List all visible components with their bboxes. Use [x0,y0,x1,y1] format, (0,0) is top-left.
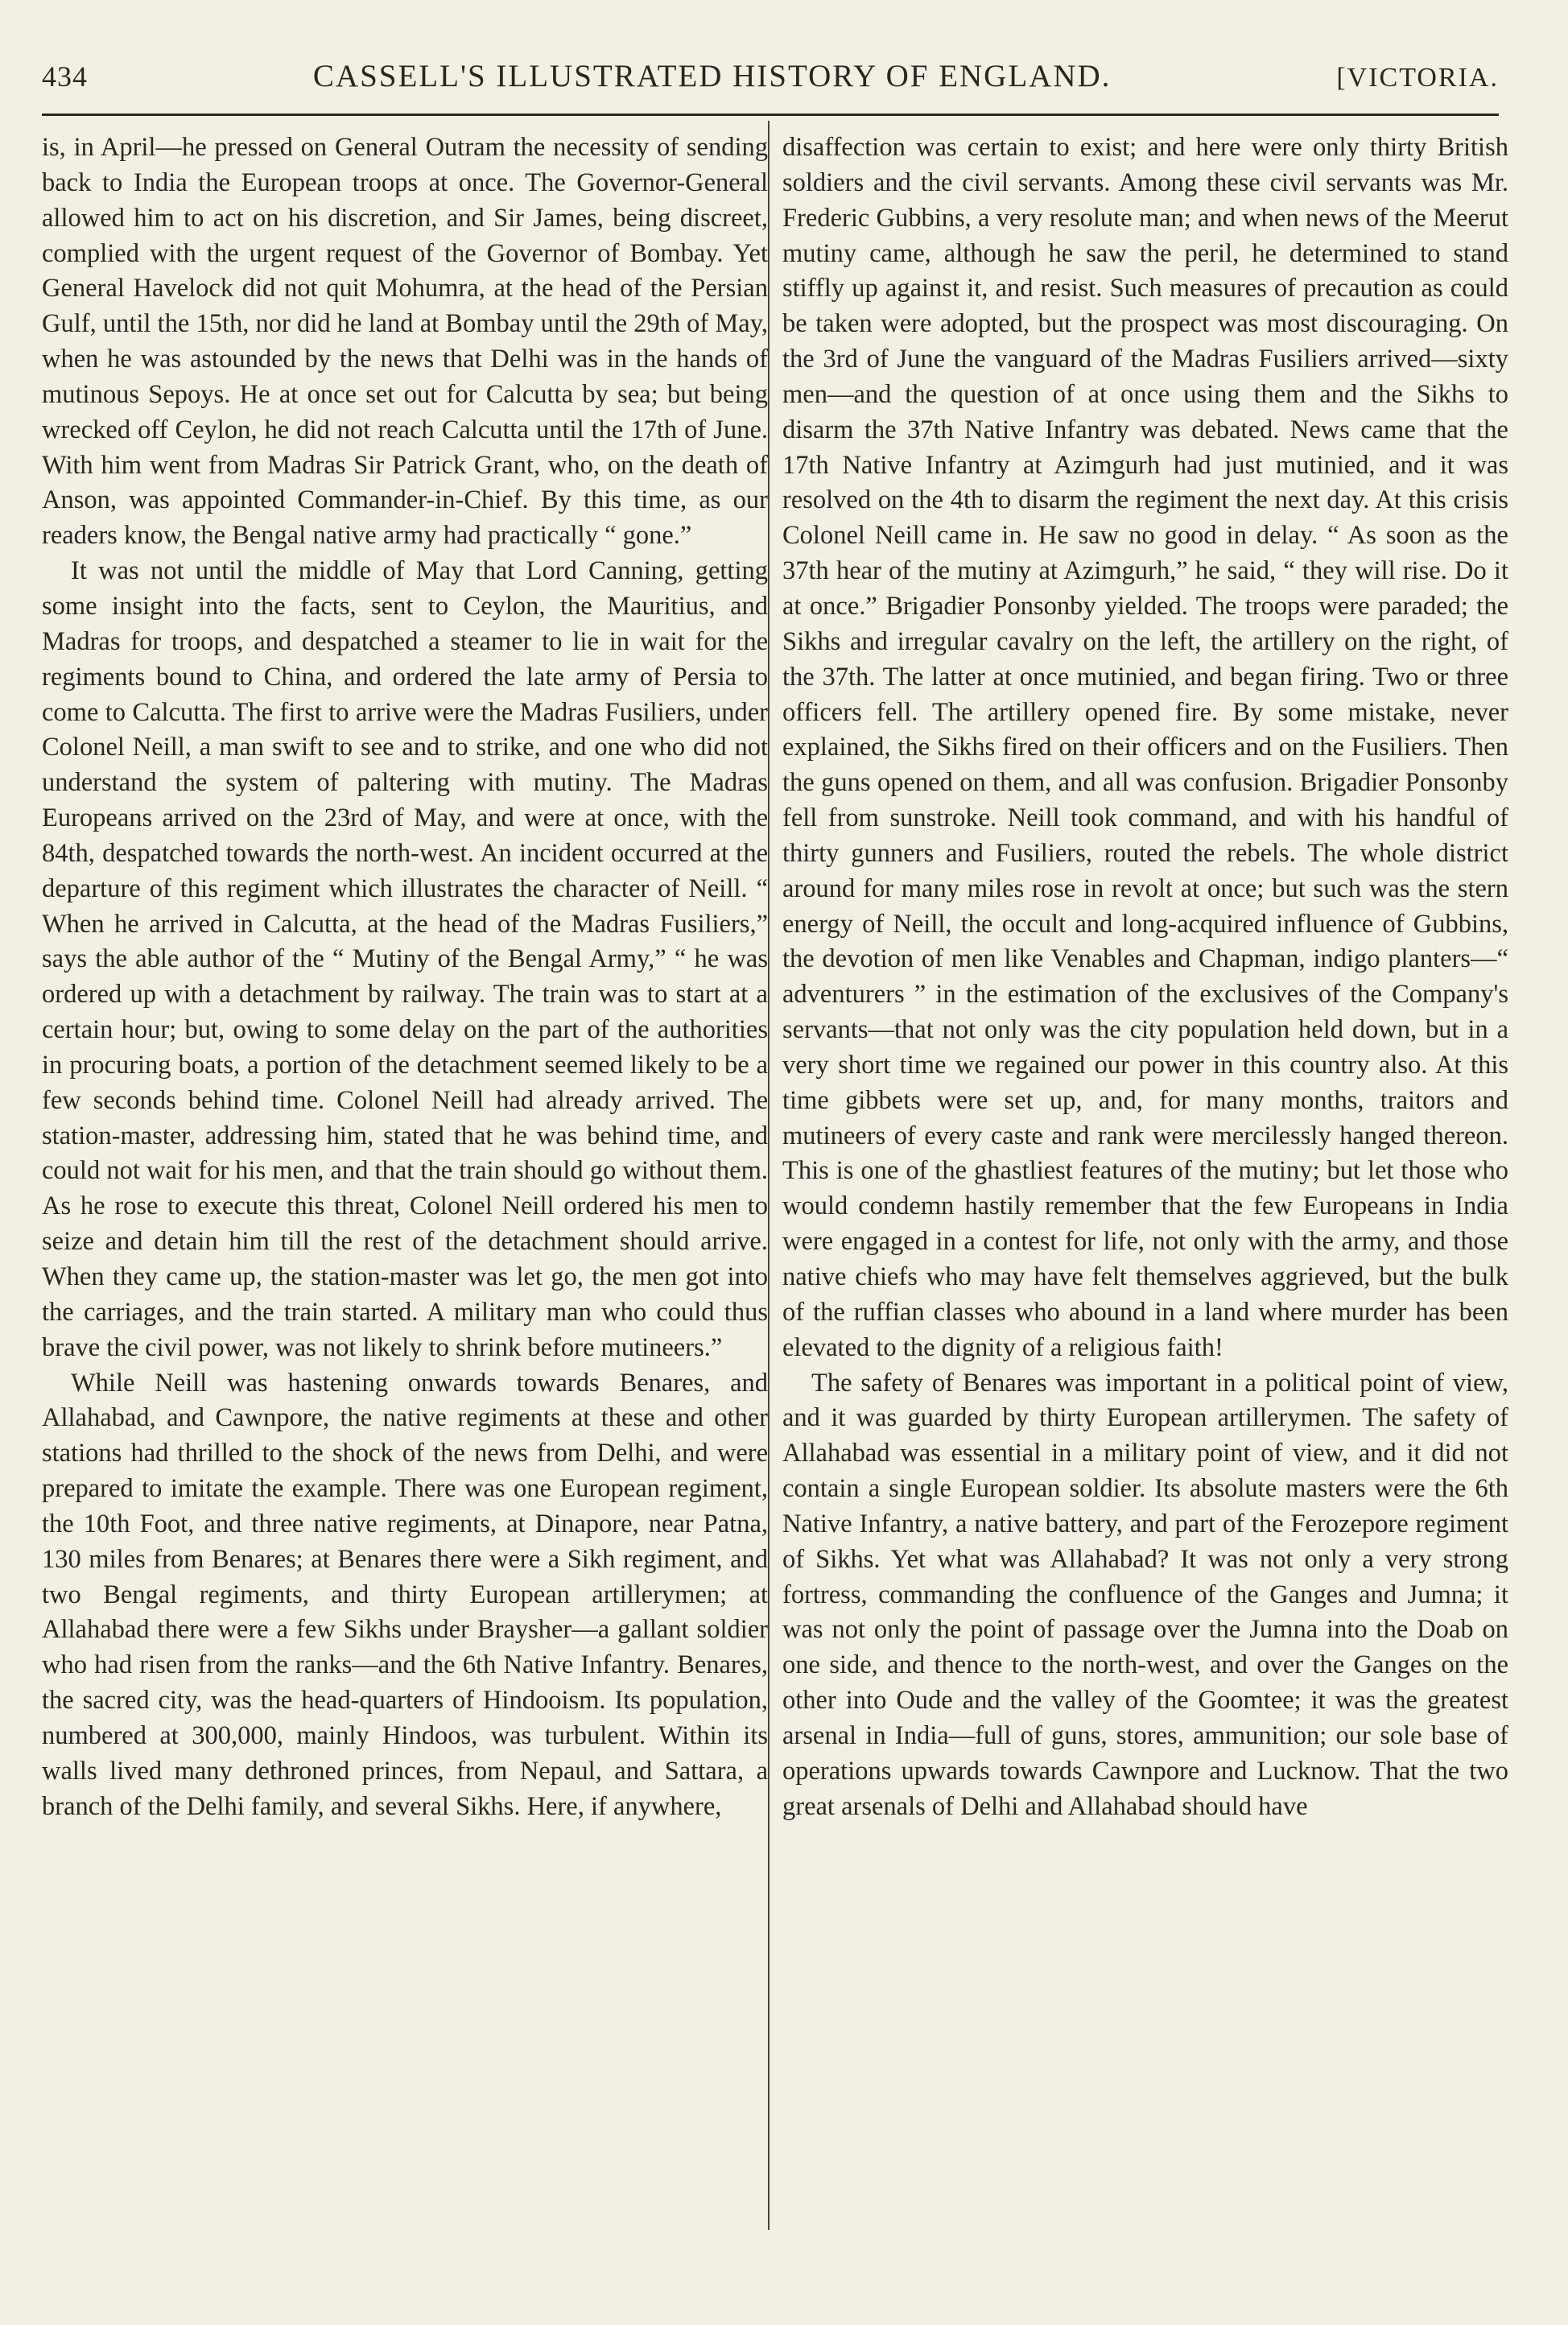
header-rule [42,114,1499,116]
paragraph: The safety of Benares was important in a political point of view, and it was guarded by thirty European artillerymen. The safety of Allahabad was essential in a military point of view, and it did not contain a single European soldier. Its absolute masters were the 6th Native Infantry, a native battery, and part of the Ferozepore regiment of Sikhs. Yet what was Allahabad? It was not only a very strong fortress, commanding the confluence of the Ganges and Jumna; it was not only the point of passage over the Jumna into the Doab on one side, and thence to the north-west, and over the Ganges on the other into Oude and the valley of the Goomtee; it was the greatest arsenal in India—full of guns, stores, ammunition; our sole base of operations upwards towards Cawnpore and Lucknow. That the two great arsenals of Delhi and Allahabad should have [782,1368,1508,1821]
right-column [782,130,1508,2256]
paragraph: disaffection was certain to exist; and here were only thirty British soldiers and the civil servants. Among these civil servants was Mr. Frederic Gubbins, a very resolute man; and when news of the Meerut mutiny came, although he saw the peril, he determined to stand stiffly up against it, and resist. Such measures of precaution as could be taken were adopted, but the prospect was most discouraging. On the 3rd of June the vanguard of the Madras Fusiliers arrived—sixty men—and the question of at once using them and the Sikhs to disarm the 37th Native Infantry was debated. News came that the 17th Native Infantry at Azimgurh had just mutinied, and it was resolved on the 4th to disarm the regiment the next day. At this crisis Colonel Neill came in. He saw no good in delay. “ As soon as the 37th hear of the mutiny at Azimgurh,” he said, “ they will rise. Do it at once.” Brigadier Ponsonby yielded. The troops were paraded; the Sikhs and irregular cavalry on the left, the artillery on the right, of the 37th. The latter at once mutinied, and began firing. Two or three officers fell. The artillery opened fire. By some mistake, never explained, the Sikhs fired on their officers and on the Fusiliers. Then the guns opened on them, and all was confusion. Brigadier Ponsonby fell from sunstroke. Neill took command, and with his handful of thirty gunners and Fusiliers, routed the rebels. The whole district around for many miles rose in revolt at once; but such was the stern energy of Neill, the occult and long-acquired influence of Gubbins, the devotion of men like Venables and Chapman, indigo planters—“ adventurers ” in the estimation of the exclusives of the Company's servants—that not only was the city population held down, but in a very short time we regained our power in this country also. At this time gibbets were set up, and, for many months, traitors and mutineers of every caste and rank were mercilessly hanged thereon. This is one of the ghastliest features of the mutiny; but let those who would condemn hastily remember that the few Europeans in India were engaged in a contest for life, not only with the army, and those native chiefs who may have felt themselves aggrieved, but the bulk of the ruffian classes who abound in a land where murder has been elevated to the dignity of a religious faith! [782,133,1508,1362]
page-number: 434 [42,60,88,93]
section-title: [VICTORIA. [1336,63,1499,93]
paragraph: It was not until the middle of May that Lord Canning, getting some insight into the facts, sent to Ceylon, the Mauritius, and Madras for troops, and despatched a steamer to lie in wait for the regiments bound to China, and ordered the late army of Persia to come to Calcutta. The first to arrive were the Madras Fusiliers, under Colonel Neill, a man swift to see and to strike, and one who did not understand the system of paltering with mutiny. The Madras Europeans arrived on the 23rd of May, and were at once, with the 84th, despatched towards the north-west. An incident occurred at the departure of this regiment which illustrates the character of Neill. “ When he arrived in Calcutta, at the head of the Madras Fusiliers,” says the able author of the “ Mutiny of the Bengal Army,” “ he was ordered up with a detachment by railway. The train was to start at a certain hour; but, owing to some delay on the part of the authorities in procuring boats, a portion of the detachment seemed likely to be a few seconds behind time. Colonel Neill had already arrived. The station-master, addressing him, stated that he was behind time, and could not wait for his men, and that the train should go without them. As he rose to execute this threat, Colonel Neill ordered his men to seize and detain him till the rest of the detachment should arrive. When they came up, the station-master was let go, the men got into the carriages, and the train started. A military man who could thus brave the civil power, was not likely to shrink before mutineers.” [42,556,768,1362]
paragraph: While Neill was hastening onwards towards Benares, and Allahabad, and Cawnpore, the native regiments at these and other stations had thrilled to the shock of the news from Delhi, and were prepared to imitate the example. There was one European regiment, the 10th Foot, and three native regiments, at Dinapore, near Patna, 130 miles from Benares; at Benares there were a Sikh regiment, and two Bengal regiments, and thirty European artillerymen; at Allahabad there were a few Sikhs under Braysher—a gallant soldier who had risen from the ranks—and the 6th Native Infantry. Benares, the sacred city, was the head-quarters of Hindooism. Its population, numbered at 300,000, mainly Hindoos, was turbulent. Within its walls lived many dethroned princes, from Nepaul, and Sattara, a branch of the Delhi family, and several Sikhs. Here, if anywhere, [42,1368,768,1821]
paragraph: is, in April—he pressed on General Outram the necessity of sending back to India the European troops at once. The Governor-General allowed him to act on his discretion, and Sir James, being discreet, complied with the urgent request of the Governor of Bombay. Yet General Havelock did not quit Mohumra, at the head of the Persian Gulf, until the 15th, nor did he land at Bombay until the 29th of May, when he was astounded by the news that Delhi was in the hands of mutinous Sepoys. He at once set out for Calcutta by sea; but being wrecked off Ceylon, he did not reach Calcutta until the 17th of June. With him went from Madras Sir Patrick Grant, who, on the death of Anson, was appointed Commander-in-Chief. By this time, as our readers know, the Bengal native army had practically “ gone.” [42,133,768,551]
book-title: CASSELL'S ILLUSTRATED HISTORY OF ENGLAND. [312,59,1112,93]
running-head [42,58,1499,98]
left-column [42,130,768,2256]
column-divider [768,121,770,2230]
